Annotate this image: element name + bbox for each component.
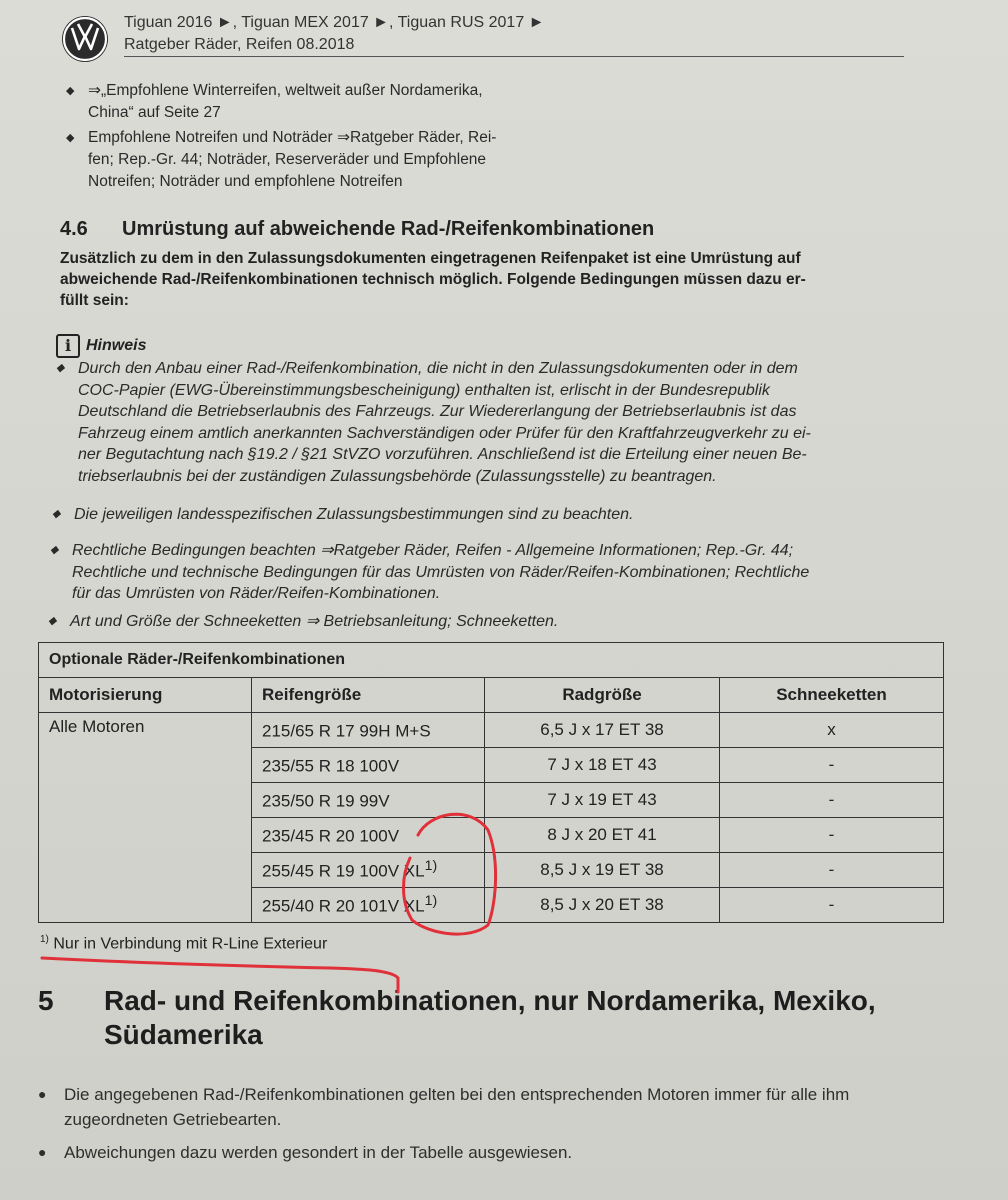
hint-title: Hinweis <box>86 337 147 355</box>
footnote-mark: 1) <box>40 934 49 945</box>
cell-tire <box>252 818 485 853</box>
hint-text-line[interactable]: Rechtliche Bedingungen beachten ⇒Ratgeber Räder, Reifen - Allgemeine Informationen; Rep.-Gr. 44; <box>72 542 794 559</box>
col-header-reifengroesse: Reifengröße <box>252 678 485 713</box>
section-title: Umrüstung auf abweichende Rad-/Reifenkombinationen <box>122 218 655 240</box>
header-models: Tiguan 2016 ►, Tiguan MEX 2017 ►, Tiguan RUS 2017 ► <box>124 14 545 31</box>
hint-bullet <box>48 611 559 633</box>
bullet-diamond-icon: ◆ <box>52 508 61 520</box>
cell-tire <box>252 888 485 923</box>
cell-wheel: 7 J x 18 ET 43 <box>485 748 720 783</box>
bullet-dot-icon: ● <box>38 1144 47 1160</box>
bullet-diamond-icon: ◆ <box>66 132 75 144</box>
table-title: Optionale Räder-/Reifenkombinationen <box>39 643 944 678</box>
tire-size: 235/50 R 19 99V <box>262 791 390 811</box>
bullet-diamond-icon: ◆ <box>48 615 57 627</box>
cell-chains: - <box>720 783 944 818</box>
hint-text-line: Deutschland die Betriebserlaubnis des Fahrzeugs. Zur Wiedererlangung der Betriebserlaubnis ist das <box>78 403 797 420</box>
tire-size: 235/45 R 20 100V <box>262 826 400 846</box>
col-header-schneeketten: Schneeketten <box>720 678 944 713</box>
hint-text-line: Fahrzeug einem amtlich anerkannten Sachverständigen oder Prüfer für den Kraftfahrzeugverkehr zu ei- <box>78 424 811 442</box>
cell-tire <box>252 713 485 748</box>
cell-tire <box>252 783 485 818</box>
hint-text-line: Durch den Anbau einer Rad-/Reifenkombination, die nicht in den Zulassungsdokumenten oder in dem <box>78 360 798 377</box>
tire-size: 235/55 R 18 100V <box>262 756 400 776</box>
col-header-radgroesse: Radgröße <box>485 678 720 713</box>
cell-chains: - <box>720 853 944 888</box>
intro-line: füllt sein: <box>60 292 129 309</box>
cell-chains: - <box>720 748 944 783</box>
tire-size: 255/40 R 20 101V XL <box>262 896 425 916</box>
section-number: 4.6 <box>60 218 88 240</box>
section-title-line: Rad- und Reifenkombinationen, nur Nordamerika, Mexiko, <box>104 985 876 1016</box>
tire-size: 255/45 R 19 100V XL <box>262 861 425 881</box>
cell-wheel: 7 J x 19 ET 43 <box>485 783 720 818</box>
bullet-text-line[interactable]: China“ auf Seite 27 <box>88 104 221 121</box>
hint-bullet <box>50 540 810 605</box>
footnote-mark: 1) <box>424 858 438 875</box>
hint-text-line: für das Umrüsten von Räder/Reifen-Kombinationen. <box>72 585 441 602</box>
cell-tire <box>252 853 485 888</box>
hint-text-line: COC-Papier (EWG-Übereinstimmungsbescheinigung) enthalten ist, erlischt in der Bundesrepublik <box>78 381 770 399</box>
hint-text-line: Rechtliche und technische Bedingungen für das Umrüsten von Räder/Reifen-Kombinationen; Rechtliche <box>72 563 810 581</box>
section-title <box>104 984 1004 1052</box>
cell-chains: x <box>720 713 944 748</box>
bullet-text-line: Abweichungen dazu werden gesondert in der Tabelle ausgewiesen. <box>64 1143 573 1162</box>
section-title-line: Südamerika <box>104 1019 263 1050</box>
hint-text-line[interactable]: Art und Größe der Schneeketten ⇒ Betriebsanleitung; Schneeketten. <box>70 613 559 630</box>
header-divider <box>124 56 904 57</box>
info-icon: i <box>56 334 80 358</box>
bullet-diamond-icon: ◆ <box>66 85 75 97</box>
section-intro <box>60 248 920 311</box>
bullet-diamond-icon: ◆ <box>56 362 65 374</box>
bullet-text-line[interactable]: Empfohlene Notreifen und Noträder ⇒Ratgeber Räder, Rei- <box>88 129 497 146</box>
section-heading-4-6 <box>60 218 654 241</box>
table-header-row <box>39 678 944 713</box>
header-guide-title: Ratgeber Räder, Reifen 08.2018 <box>124 36 355 53</box>
bullet-text-line: zugeordneten Getriebearten. <box>64 1110 282 1129</box>
table-footnote <box>40 934 327 953</box>
bullet-diamond-icon: ◆ <box>50 544 59 556</box>
bullet-text-line[interactable]: ⇒„Empfohlene Winterreifen, weltweit außer Nordamerika, <box>88 82 483 99</box>
cell-wheel: 8,5 J x 20 ET 38 <box>485 888 720 923</box>
col-header-motorisierung: Motorisierung <box>39 678 252 713</box>
cell-chains: - <box>720 888 944 923</box>
hint-bullet <box>52 504 634 526</box>
vw-logo-icon <box>62 16 108 62</box>
hint-text-line: triebserlaubnis bei der zuständigen Zulassungsbehörde (Zulassungsstelle) zu beantragen. <box>78 467 717 485</box>
footnote-mark: 1) <box>424 893 438 910</box>
bullet-text-line: fen; Rep.-Gr. 44; Noträder, Reserveräder und Empfohlene <box>88 151 487 168</box>
bullet-text-line: Die angegebenen Rad-/Reifenkombinationen gelten bei den entsprechenden Motoren immer für alle ihm <box>64 1085 850 1104</box>
footnote-text: Nur in Verbindung mit R-Line Exterieur <box>53 935 328 953</box>
hint-text-line: ner Begutachtung nach §19.2 / §21 StVZO vorzuführen. Anschließend ist die Erteilung einer neuen Be- <box>78 446 807 463</box>
list-item <box>38 1140 573 1165</box>
list-item <box>66 127 497 193</box>
intro-line: abweichende Rad-/Reifenkombinationen technisch möglich. Folgende Bedingungen müssen dazu er- <box>60 271 806 288</box>
hint-label <box>56 334 146 358</box>
intro-line: Zusätzlich zu dem in den Zulassungsdokumenten eingetragenen Reifenpaket ist eine Umrüstung auf <box>60 250 801 267</box>
cell-wheel: 8,5 J x 19 ET 38 <box>485 853 720 888</box>
section-number: 5 <box>38 985 54 1016</box>
cell-wheel: 6,5 J x 17 ET 38 <box>485 713 720 748</box>
hint-bullet <box>56 358 811 487</box>
wheel-tire-table <box>38 642 944 923</box>
cell-tire <box>252 748 485 783</box>
tire-size: 215/65 R 17 99H M+S <box>262 721 431 741</box>
cell-motor: Alle Motoren <box>39 713 252 923</box>
bullet-dot-icon: ● <box>38 1086 47 1102</box>
bullet-text-line: Notreifen; Noträder und empfohlene Notreifen <box>88 173 403 190</box>
list-item <box>38 1082 850 1132</box>
list-item <box>66 80 483 124</box>
cell-chains: - <box>720 818 944 853</box>
cell-wheel: 8 J x 20 ET 41 <box>485 818 720 853</box>
hint-text-line: Die jeweiligen landesspezifischen Zulassungsbestimmungen sind zu beachten. <box>74 506 634 523</box>
table-row <box>39 713 944 748</box>
table-title-row <box>39 643 944 678</box>
